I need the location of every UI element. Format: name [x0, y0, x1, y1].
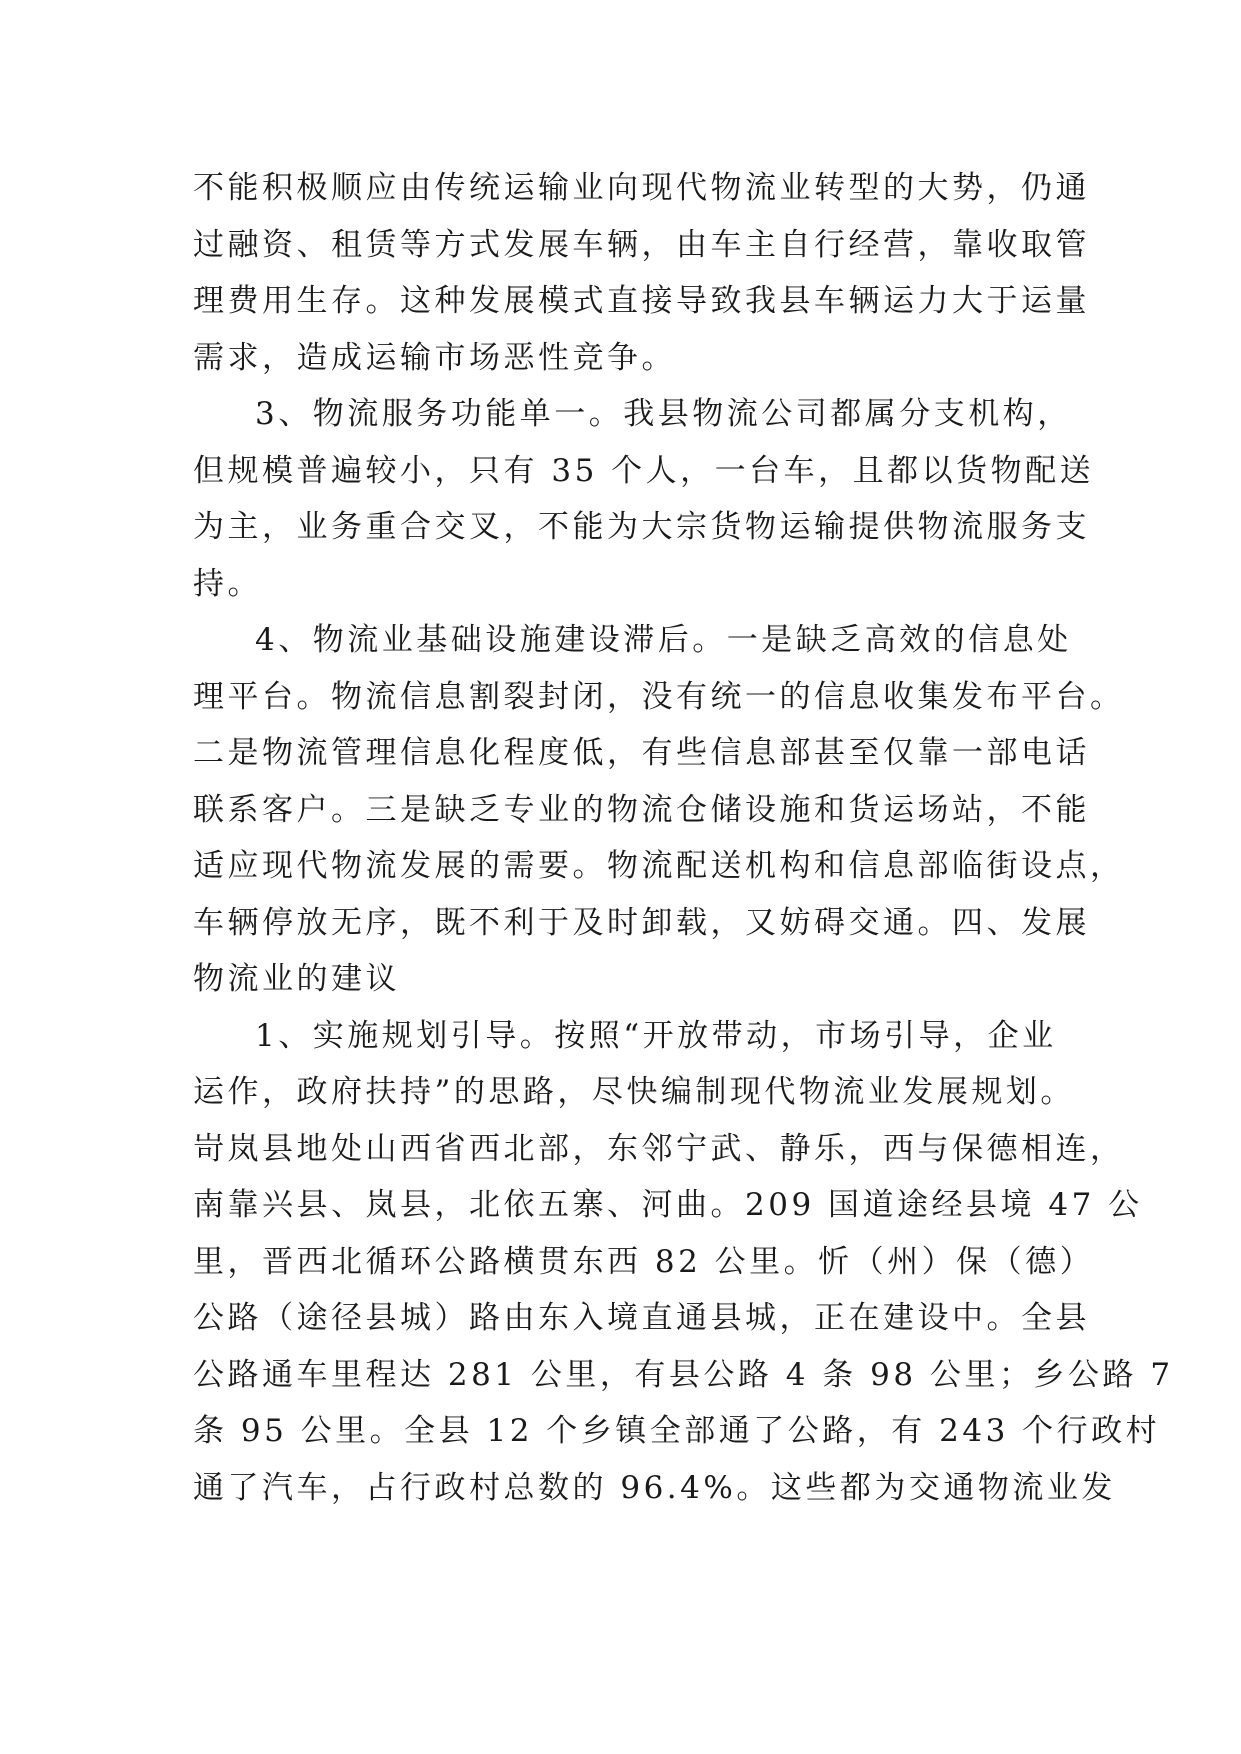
text-line: 里，晋西北循环公路横贯东西 82 公里。忻（州）保（德） — [193, 1243, 1095, 1280]
text-line: 二是物流管理信息化程度低，有些信息部甚至仅靠一部电话 — [193, 735, 1090, 771]
text-line: 联系客户。三是缺乏专业的物流仓储设施和货运场站，不能 — [193, 791, 1090, 828]
body-text — [193, 160, 1174, 1516]
text-line: 物流业的建议 — [193, 961, 400, 997]
text-line: 过融资、租赁等方式发展车辆，由车主自行经营，靠收取管 — [193, 226, 1090, 263]
text-line: 持。 — [193, 565, 262, 602]
text-line: 但规模普遍较小，只有 35 个人，一台车，且都以货物配送 — [193, 452, 1095, 489]
text-line: 车辆停放无序，既不利于及时卸载，又妨碍交通。四、发展 — [193, 904, 1090, 941]
text-line: 条 95 公里。全县 12 个乡镇全部通了公路，有 243 个行政村 — [193, 1413, 1161, 1449]
text-line: 公路通车里程达 281 公里，有县公路 4 条 98 公里；乡公路 7 — [193, 1356, 1174, 1393]
text-line: 理费用生存。这种发展模式直接导致我县车辆运力大于运量 — [193, 283, 1090, 319]
text-line: 不能积极顺应由传统运输业向现代物流业转型的大势，仍通 — [193, 170, 1090, 206]
text-line: 适应现代物流发展的需要。物流配送机构和信息部临街设点， — [193, 848, 1125, 884]
text-line: 南靠兴县、岚县，北依五寨、河曲。209 国道途经县境 47 公 — [193, 1187, 1143, 1223]
text-line: 运作，政府扶持”的思路，尽快编制现代物流业发展规划。 — [193, 1074, 1075, 1110]
text-line: 4、物流业基础设施建设滞后。一是缺乏高效的信息处 — [255, 622, 1072, 658]
text-line: 为主，业务重合交叉，不能为大宗货物运输提供物流服务支 — [193, 509, 1090, 545]
text-line: 1、实施规划引导。按照“开放带动，市场引导，企业 — [255, 1017, 1057, 1054]
text-line: 公路（途径县城）路由东入境直通县城，正在建设中。全县 — [193, 1300, 1090, 1336]
text-line: 岢岚县地处山西省西北部，东邻宁武、静乐，西与保德相连， — [193, 1130, 1125, 1167]
text-line: 通了汽车，占行政村总数的 96.4%。这些都为交通物流业发 — [193, 1469, 1116, 1506]
text-line: 需求，造成运输市场恶性竞争。 — [193, 339, 676, 376]
text-line: 理平台。物流信息割裂封闭，没有统一的信息收集发布平台。 — [193, 678, 1125, 715]
text-line: 3、物流服务功能单一。我县物流公司都属分支机构， — [255, 396, 1072, 432]
